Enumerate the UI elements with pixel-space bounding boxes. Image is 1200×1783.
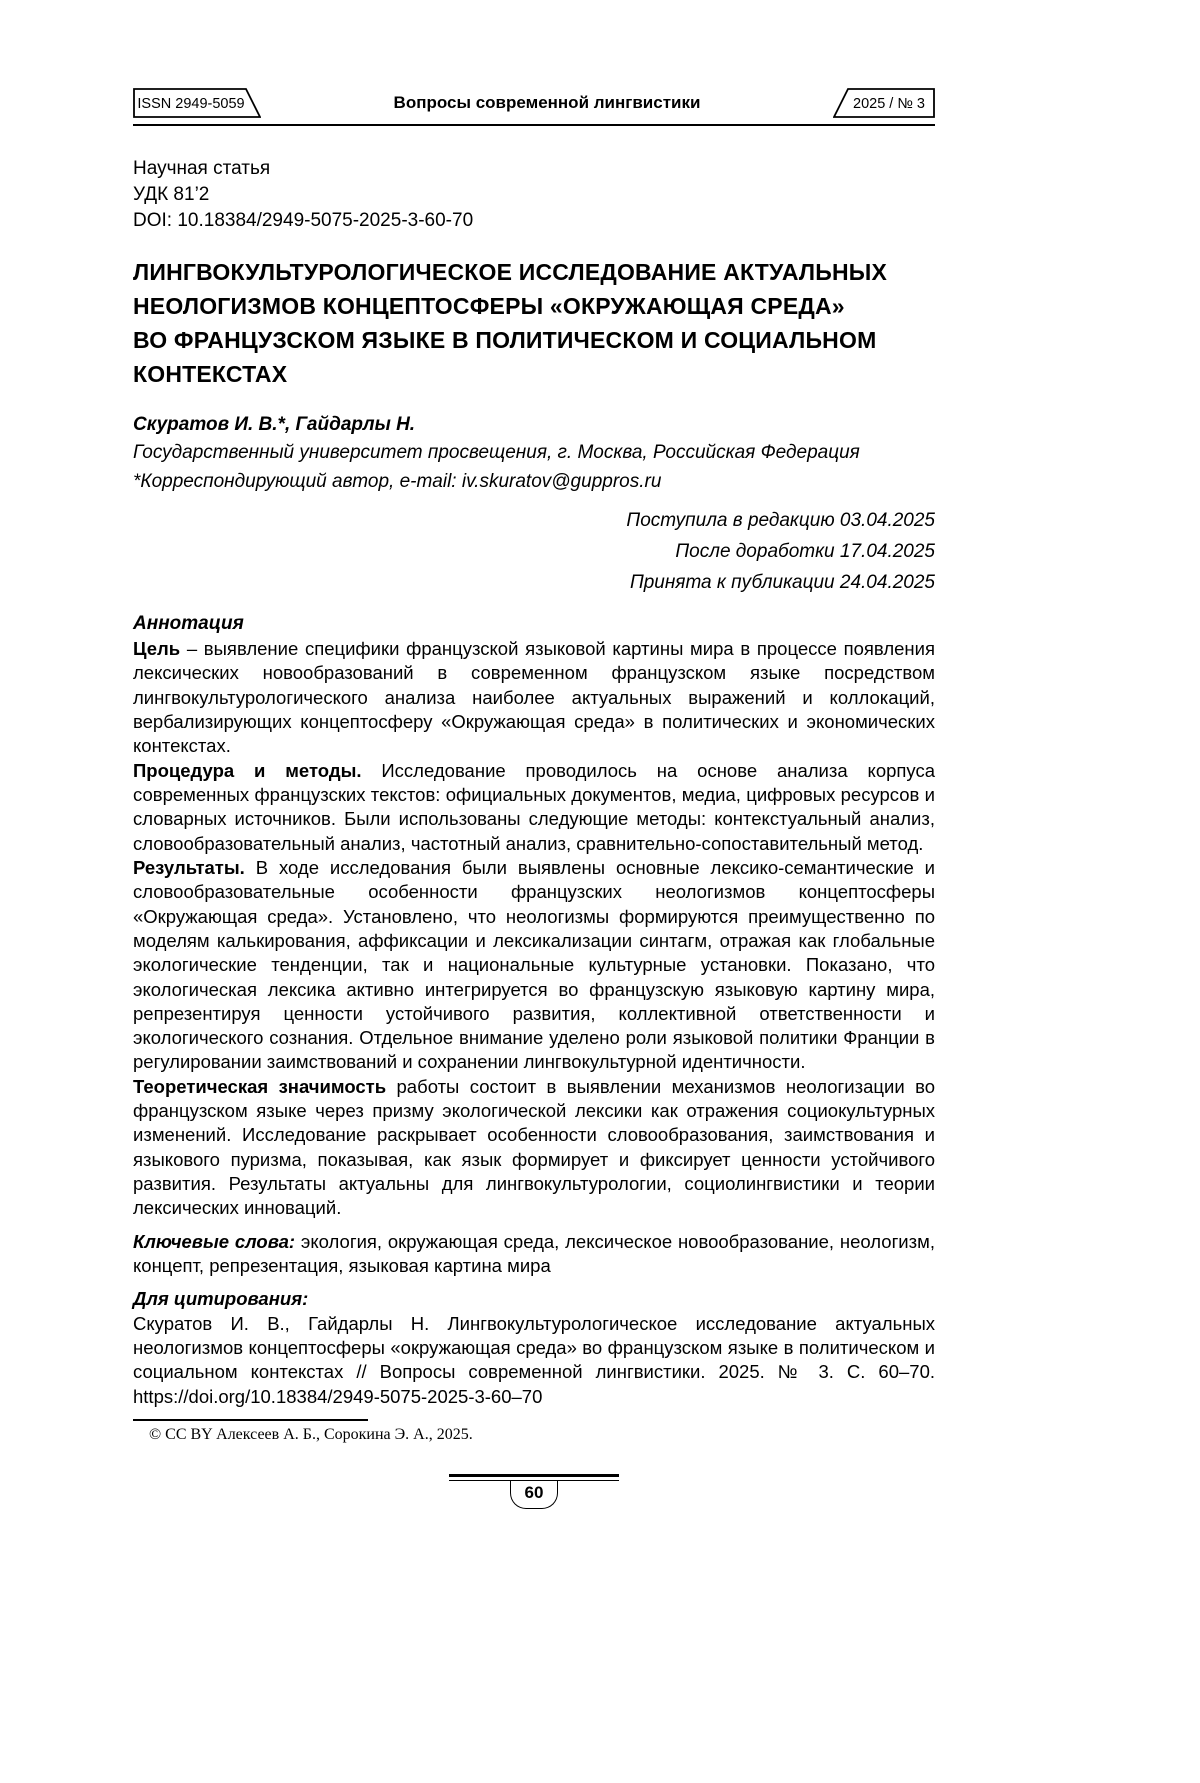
issue-plaque xyxy=(833,88,935,118)
footnote-rule xyxy=(133,1419,368,1421)
abstract-goal-lead: Цель xyxy=(133,638,181,660)
article-title-line: КОНТЕКСТАХ xyxy=(133,360,288,387)
abstract-goal-text: – выявление специфики французской языковой картины мира в процессе появления лексических новообразований в современном французском языке посредством лингвокультурологического анализа наиболее актуальных выражений и коллокаций, вербализирующих концептосферу «Окружающая среда» в политических и экономических контекстах. xyxy=(133,638,935,757)
author-email[interactable]: iv.skuratov@guppros.ru xyxy=(461,470,662,492)
affiliation: Государственный университет просвещения, г. Москва, Российская Федерация xyxy=(133,442,860,464)
article-title-line: ВО ФРАНЦУЗСКОМ ЯЗЫКЕ В ПОЛИТИЧЕСКОМ И СОЦИАЛЬНОМ xyxy=(133,326,877,353)
abstract-significance-paragraph xyxy=(133,1075,935,1221)
abstract-significance-text: работы состоит в выявлении механизмов неологизации во французском языке через призму экологической лексики как отражения социокультурных изменений. Исследование раскрывает особенности словообразования, заимствования и языкового пуризма, показывая, как язык формирует и фиксирует ценности устойчивого развития. Результаты актуальны для лингвокультурологии, социолингвистики и теории лексических инноваций. xyxy=(133,1075,935,1219)
abstract-methods-text: Исследование проводилось на основе анализа корпуса современных французских текстов: официальных документов, медиа, цифровых ресурсов и словарных источников. Были использованы следующие методы: контекстуальный анализ, словообразовательный анализ, частотный анализ, сравнительно-сопоставительный метод. xyxy=(133,759,935,854)
page-content xyxy=(133,0,935,1509)
keywords-label: Ключевые слова: xyxy=(133,1230,296,1252)
citation-heading: Для цитирования: xyxy=(133,1288,309,1310)
citation-text: Скуратов И. В., Гайдарлы Н. Лингвокультурологическое исследование актуальных неологизмов концептосферы «окружающая среда» во французском языке в политическом и социальном контекстах // Вопросы современной лингвистики. 2025. № 3. С. 60–70. xyxy=(133,1312,935,1383)
page-number: 60 xyxy=(524,1482,544,1502)
issue-label: 2025 / № 3 xyxy=(853,96,925,112)
doi-link[interactable]: https://doi.org/10.18384/2949-5075-2025-3-60–70 xyxy=(133,1385,543,1407)
journal-title: Вопросы современной лингвистики xyxy=(393,93,701,112)
journal-header xyxy=(133,88,935,126)
article-type: Научная статья xyxy=(133,158,271,179)
article-title xyxy=(133,255,935,391)
issn-plaque xyxy=(133,88,261,118)
article-title-line: ЛИНГВОКУЛЬТУРОЛОГИЧЕСКОЕ ИССЛЕДОВАНИЕ АКТУАЛЬНЫХ xyxy=(133,258,888,285)
abstract-results-paragraph xyxy=(133,856,935,1075)
journal-header-row xyxy=(133,88,935,118)
issn-label: ISSN 2949-5059 xyxy=(137,96,245,112)
keywords-text: экология, окружающая среда, лексическое новообразование, неологизм, концепт, репрезентация, языковая картина мира xyxy=(133,1230,935,1276)
abstract-results-text: В ходе исследования были выявлены основные лексико-семантические и словообразовательные особенности французских неологизмов концептосферы «Окружающая среда». Установлено, что неологизмы формируются преимущественно по моделям калькирования, аффиксации и лексикализации синтагм, отражая как глобальные экологические тенденции, так и национальные культурные установки. Показано, что экологическая лексика активно интегрируется во французскую языковую картину мира, репрезентируя ценности устойчивого развития, коллективной ответственности и экологического сознания. Отдельное внимание уделено роли языковой политики Франции в регулировании заимствований и сохранении лингвокультурной идентичности. xyxy=(133,856,935,1073)
abstract-methods-lead: Процедура и методы. xyxy=(133,759,362,781)
page-footer xyxy=(449,1474,619,1509)
abstract-significance-lead: Теоретическая значимость xyxy=(133,1075,387,1097)
doi-line: DOI: 10.18384/2949-5075-2025-3-60-70 xyxy=(133,210,474,232)
date-received: Поступила в редакцию 03.04.2025 xyxy=(626,510,935,532)
header-rule xyxy=(133,124,935,126)
abstract-goal-paragraph xyxy=(133,637,935,759)
date-revised: После доработки 17.04.2025 xyxy=(675,540,935,562)
authors: Скуратов И. В.*, Гайдарлы Н. xyxy=(133,413,416,435)
citation-paragraph xyxy=(133,1312,935,1409)
correspondence-label: *Корреспондирующий автор, e-mail: xyxy=(133,470,462,492)
keywords-paragraph xyxy=(133,1230,935,1279)
footer-rule-thick xyxy=(449,1474,619,1477)
article-dates xyxy=(133,506,935,598)
authors-block xyxy=(133,411,935,497)
correspondence-line xyxy=(133,468,935,497)
udc-code: УДК 81’2 xyxy=(133,184,210,206)
article-title-line: НЕОЛОГИЗМОВ КОНЦЕПТОСФЕРЫ «ОКРУЖАЮЩАЯ СРЕДА» xyxy=(133,292,845,319)
copyright-notice: © CC BY Алексеев А. Б., Сорокина Э. А., 2025. xyxy=(149,1425,473,1443)
abstract-heading: Аннотация xyxy=(133,613,244,635)
date-accepted: Принята к публикации 24.04.2025 xyxy=(629,571,935,593)
footnote xyxy=(133,1419,935,1444)
abstract-methods-paragraph xyxy=(133,759,935,856)
abstract-results-lead: Результаты. xyxy=(133,856,245,878)
article-meta xyxy=(133,156,935,235)
page-number-badge xyxy=(510,1481,558,1509)
